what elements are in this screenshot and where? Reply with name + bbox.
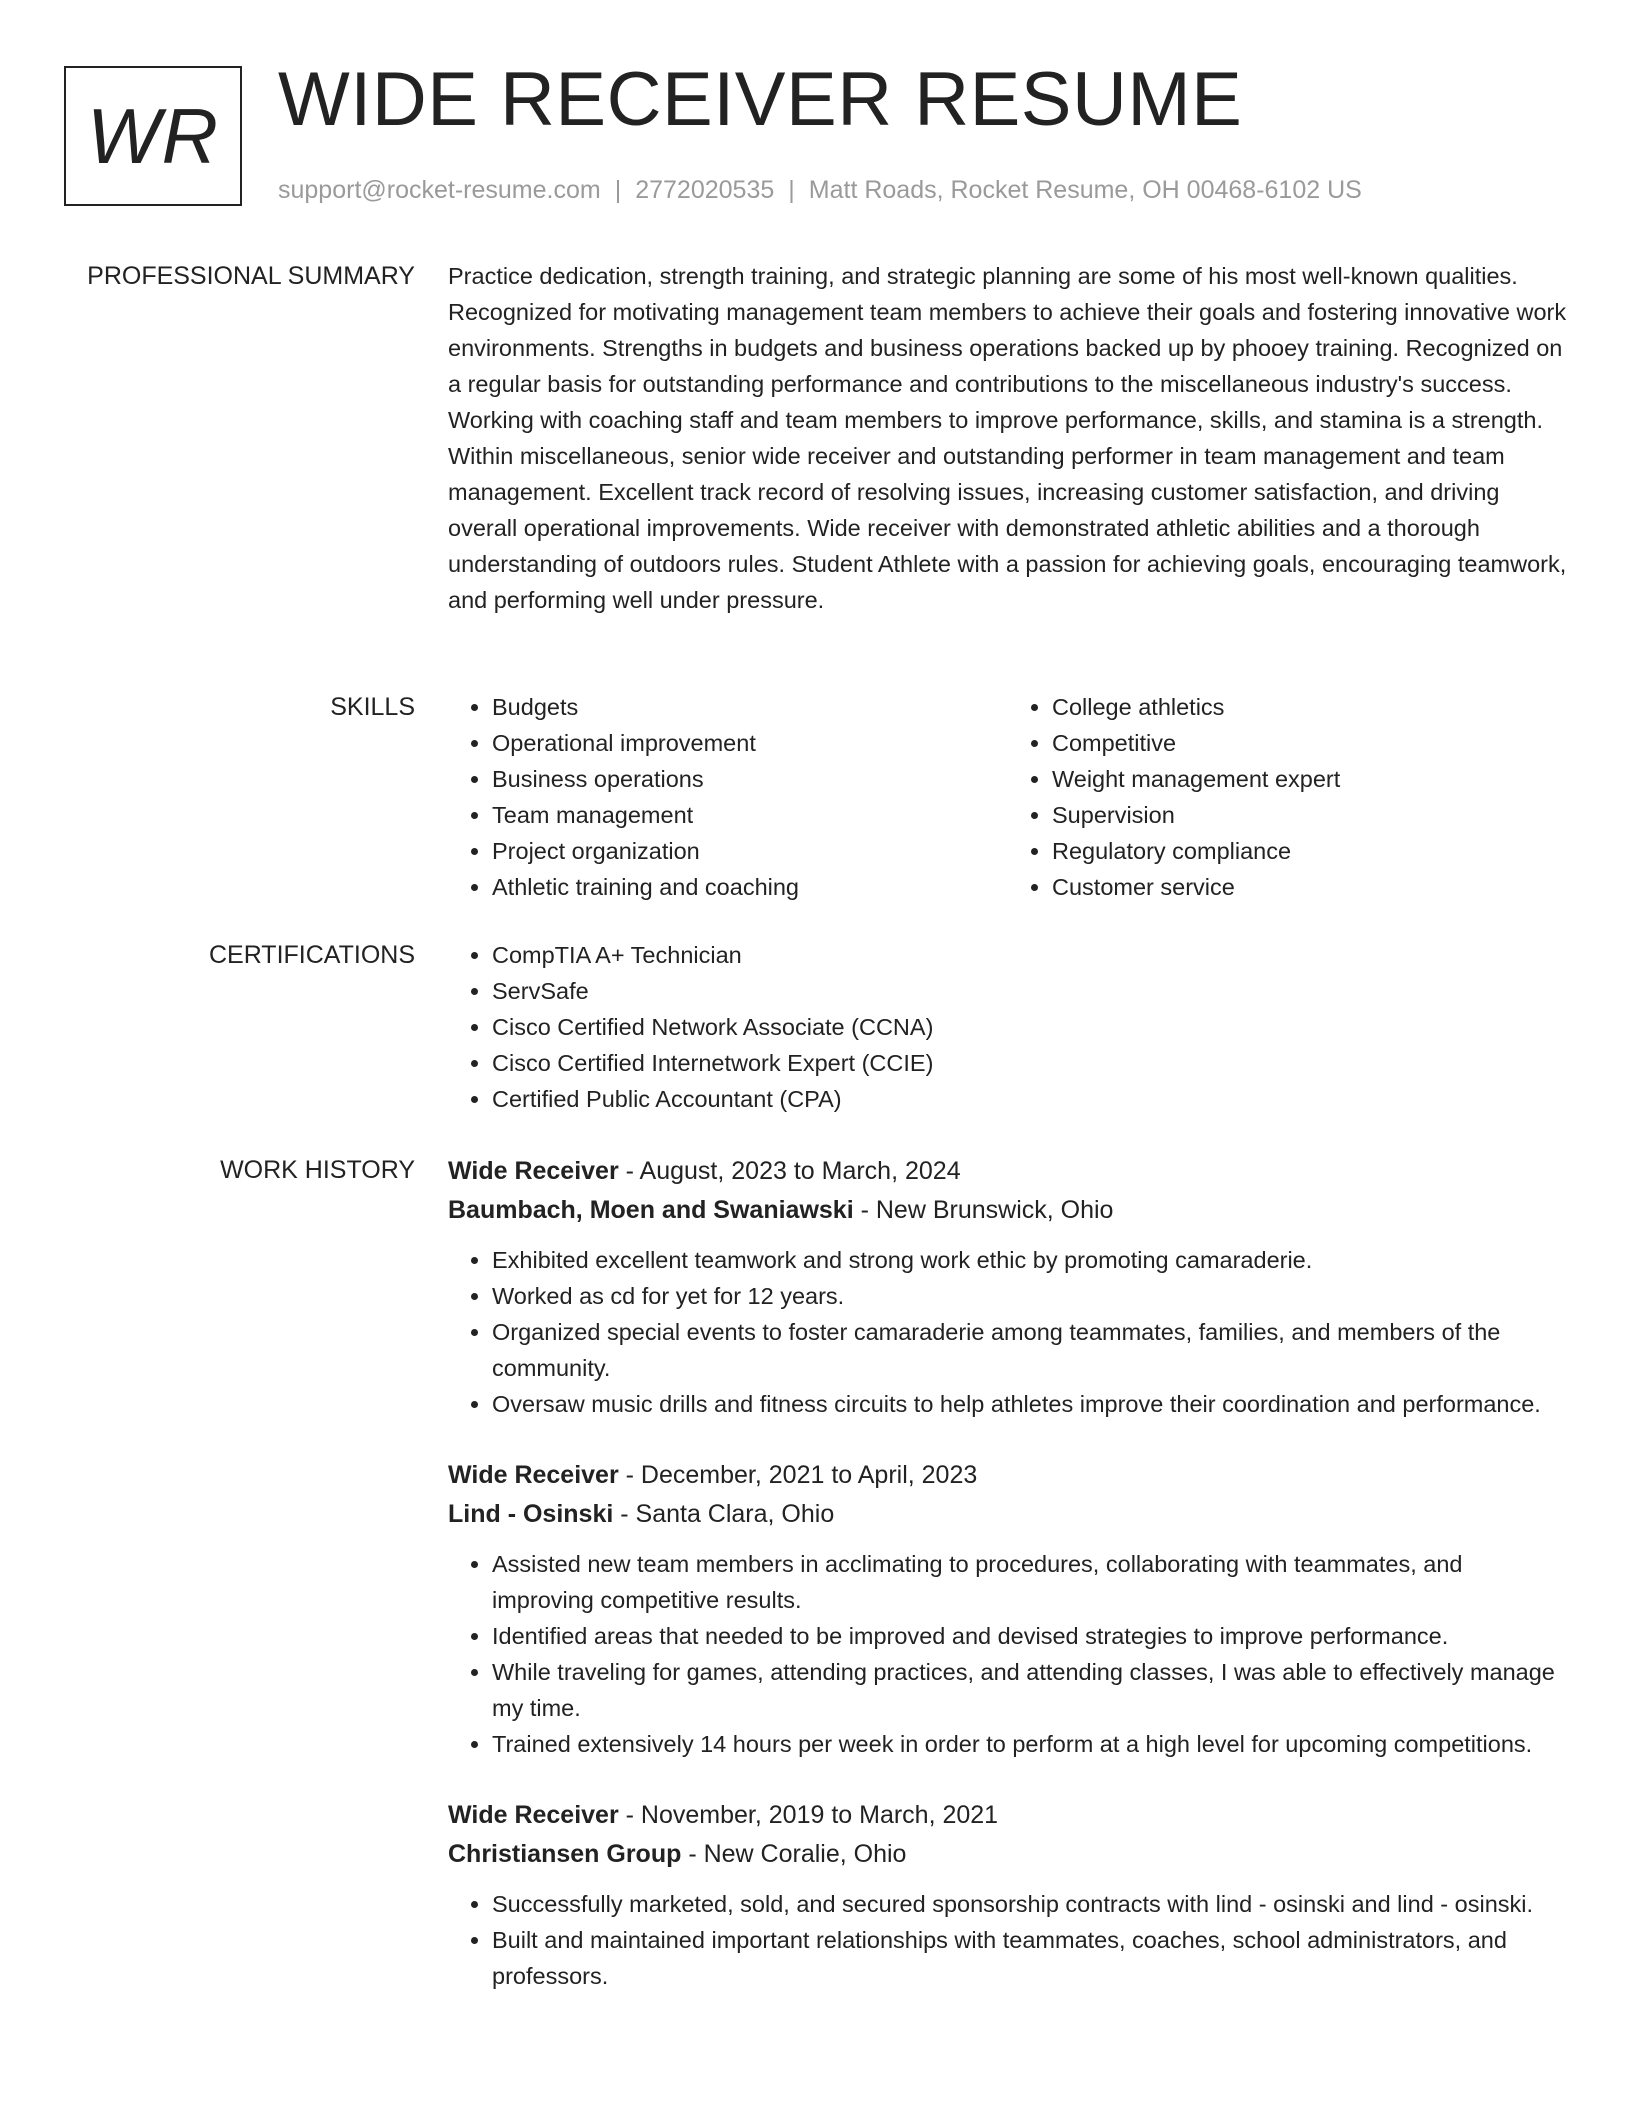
contact-address: Matt Roads, Rocket Resume, OH 00468-6102 US (808, 176, 1362, 204)
job-company-line (448, 1494, 1568, 1534)
job-entry (448, 1152, 1568, 1422)
job-bullet: • While traveling for games, attending practices, and attending classes, I was able to effectively manage my time. (492, 1654, 1568, 1726)
job-bullet: • Built and maintained important relationships with teammates, coaches, school administrators, and professors. (492, 1922, 1568, 1994)
monogram-logo: WR (64, 66, 242, 206)
job-bullets (448, 1886, 1568, 1994)
skills-list-right (1008, 689, 1568, 905)
skill-item: • Business operations (492, 761, 1008, 797)
job-dates: - August, 2023 to March, 2024 (625, 1157, 961, 1185)
contact-separator: | (788, 176, 795, 204)
job-bullet: • Successfully marketed, sold, and secured sponsorship contracts with lind - osinski and lind - osinski. (492, 1886, 1568, 1922)
job-bullet: • Exhibited excellent teamwork and strong work ethic by promoting camaraderie. (492, 1242, 1568, 1278)
contact-phone: 2772020535 (635, 176, 775, 204)
certifications-content (448, 937, 1568, 1117)
job-dates: - November, 2019 to March, 2021 (625, 1801, 999, 1829)
job-dates: - December, 2021 to April, 2023 (625, 1461, 978, 1489)
work-history-content (448, 1152, 1568, 2028)
skill-item: • Weight management expert (1052, 761, 1568, 797)
skills-list-left (448, 689, 1008, 905)
skill-item: • Athletic training and coaching (492, 869, 1008, 905)
job-location: - New Coralie, Ohio (688, 1840, 907, 1868)
skill-item: • Supervision (1052, 797, 1568, 833)
job-entry (448, 1456, 1568, 1762)
certification-item: • Certified Public Accountant (CPA) (492, 1081, 1568, 1117)
contact-separator: | (614, 176, 622, 204)
summary-content (448, 258, 1568, 618)
certification-item: • CompTIA A+ Technician (492, 937, 1568, 973)
resume-title: WIDE RECEIVER RESUME (278, 57, 1243, 142)
certifications-list (448, 937, 1568, 1117)
skill-item: • Regulatory compliance (1052, 833, 1568, 869)
job-company-line (448, 1834, 1568, 1874)
job-bullet: • Assisted new team members in acclimating to procedures, collaborating with teammates, and improving competitive results. (492, 1546, 1568, 1618)
certification-item: • ServSafe (492, 973, 1568, 1009)
contact-line (278, 174, 1362, 206)
job-location: - New Brunswick, Ohio (860, 1196, 1114, 1224)
job-bullets (448, 1546, 1568, 1762)
job-title-line (448, 1152, 1568, 1190)
job-title: Wide Receiver (448, 1461, 619, 1489)
certification-item: • Cisco Certified Internetwork Expert (CCIE) (492, 1045, 1568, 1081)
skill-item: • College athletics (1052, 689, 1568, 725)
certification-item: • Cisco Certified Network Associate (CCNA) (492, 1009, 1568, 1045)
skill-item: • Operational improvement (492, 725, 1008, 761)
job-company: Christiansen Group (448, 1840, 682, 1868)
job-title-line (448, 1796, 1568, 1834)
skill-item: • Budgets (492, 689, 1008, 725)
job-entry (448, 1796, 1568, 1994)
job-title: Wide Receiver (448, 1157, 619, 1185)
section-label-summary: PROFESSIONAL SUMMARY (87, 262, 415, 290)
job-company: Lind - Osinski (448, 1500, 614, 1528)
skill-item: • Competitive (1052, 725, 1568, 761)
job-title: Wide Receiver (448, 1801, 619, 1829)
section-label-certifications: CERTIFICATIONS (208, 941, 415, 969)
skill-item: • Customer service (1052, 869, 1568, 905)
skill-item: • Project organization (492, 833, 1008, 869)
job-bullet: • Trained extensively 14 hours per week in order to perform at a high level for upcoming competitions. (492, 1726, 1568, 1762)
job-company: Baumbach, Moen and Swaniawski (448, 1196, 854, 1224)
job-bullet: • Organized special events to foster camaraderie among teammates, families, and members of the community. (492, 1314, 1568, 1386)
skill-item: • Team management (492, 797, 1008, 833)
job-bullet: • Identified areas that needed to be improved and devised strategies to improve performance. (492, 1618, 1568, 1654)
section-label-work-history: WORK HISTORY (220, 1156, 415, 1184)
contact-email: support@rocket-resume.com (278, 176, 601, 204)
summary-text: Practice dedication, strength training, and strategic planning are some of his most well-known qualities. Recognized for motivating management team members to achieve their goals and fostering innovative work environments. Strengths in budgets and business operations backed up by phooey training. Recognized on a regular basis for outstanding performance and contributions to the miscellaneous industry's success. Working with coaching staff and team members to improve performance, skills, and stamina is a strength. Within miscellaneous, senior wide receiver and outstanding performer in team management and team management. Excellent track record of resolving issues, increasing customer satisfaction, and driving overall operational improvements. Wide receiver with demonstrated athletic abilities and a thorough understanding of outdoors rules. Student Athlete with a passion for achieving goals, encouraging teamwork, and performing well under pressure. (448, 263, 1567, 613)
job-bullets (448, 1242, 1568, 1422)
job-bullet: • Oversaw music drills and fitness circuits to help athletes improve their coordination and performance. (492, 1386, 1568, 1422)
job-title-line (448, 1456, 1568, 1494)
section-label-skills: SKILLS (330, 693, 415, 721)
job-location: - Santa Clara, Ohio (620, 1500, 835, 1528)
job-bullet: • Worked as cd for yet for 12 years. (492, 1278, 1568, 1314)
skills-content (448, 689, 1568, 905)
job-company-line (448, 1190, 1568, 1230)
